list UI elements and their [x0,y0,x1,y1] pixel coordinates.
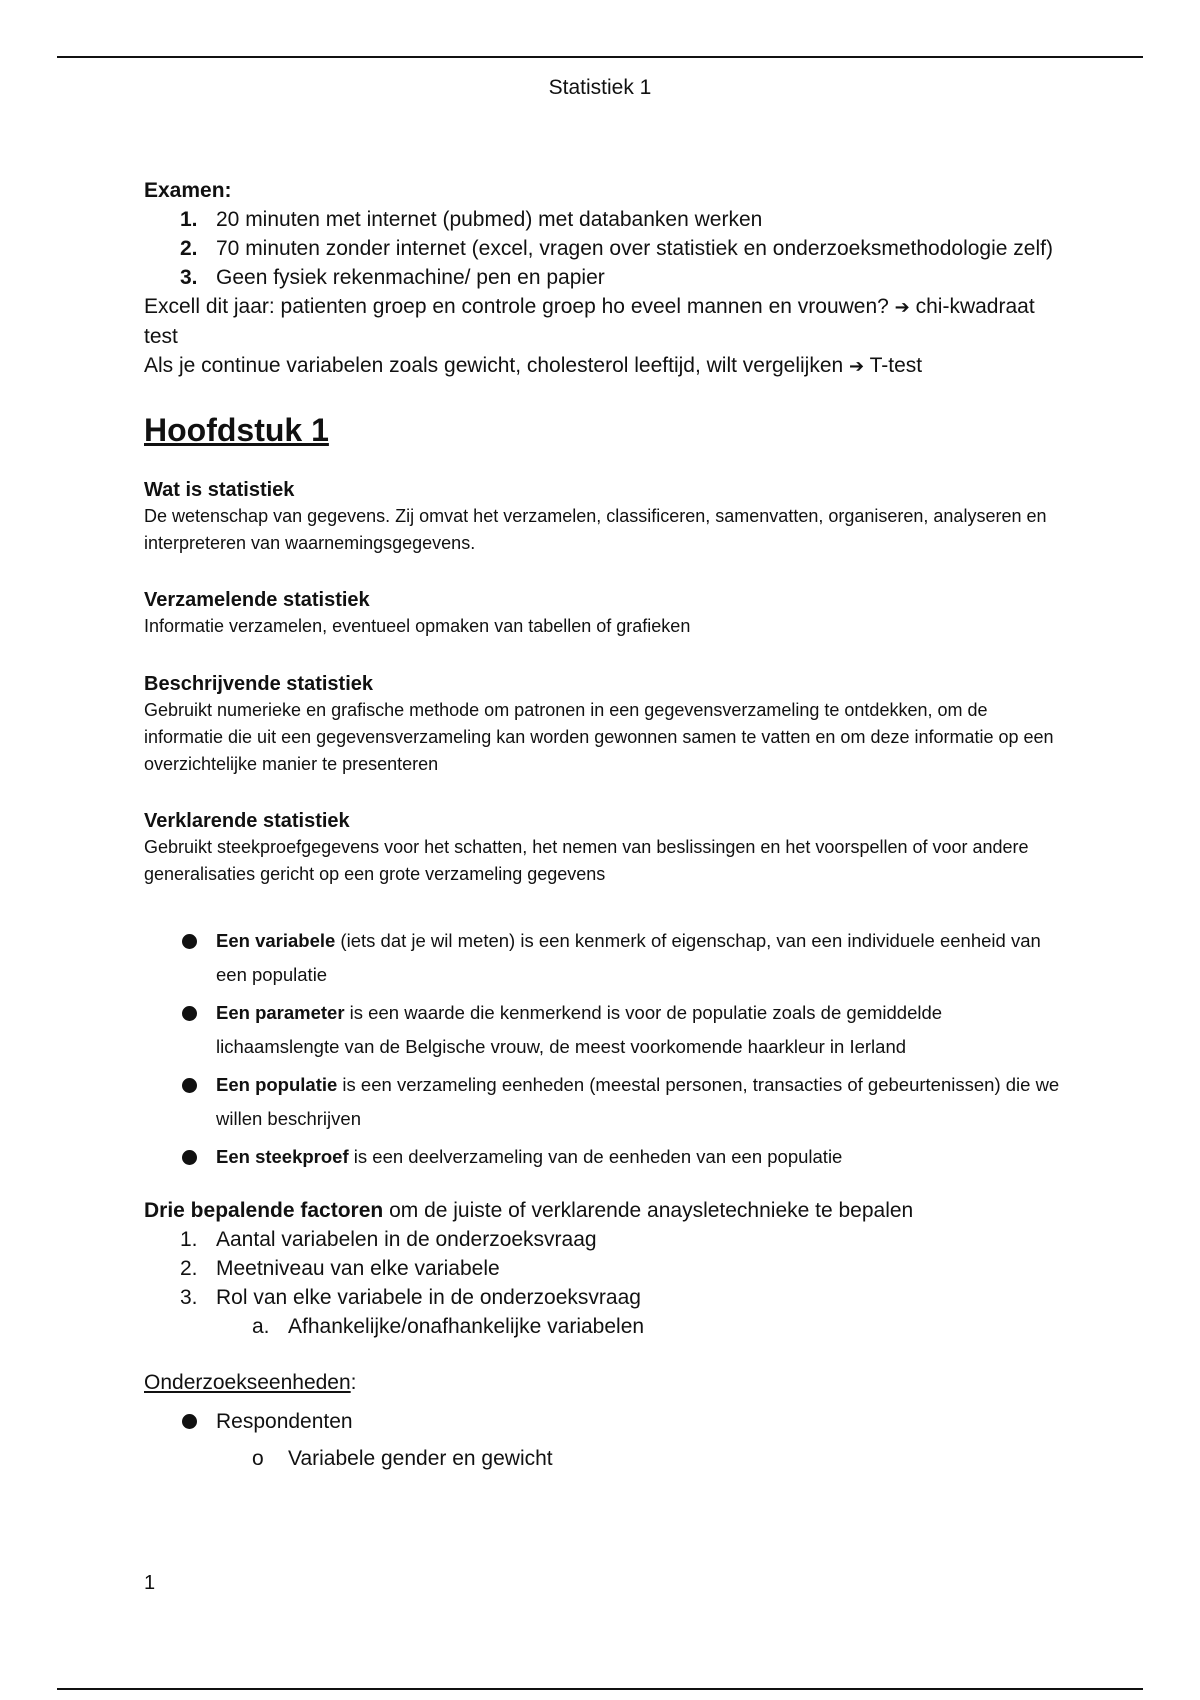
ttest-line [144,351,1064,381]
definition-text: is een deelverzameling van de eenheden van een populatie [348,1146,843,1167]
list-item [144,205,1064,234]
list-item [144,1068,1064,1136]
list-number: 3. [180,266,198,289]
section-title: Wat is statistiek [144,479,295,501]
list-text: Rol van elke variabele in de onderzoeksvraag [216,1286,641,1309]
bullet-icon [182,934,197,949]
list-number: 2. [180,1257,198,1280]
list-text: 20 minuten met internet (pubmed) met databanken werken [216,208,763,231]
exam-list [144,205,1064,292]
units-colon: : [350,1371,357,1394]
excel-result: chi-kwadraat test [144,295,1035,348]
list-item [144,1140,1064,1174]
list-number: 3. [180,1286,198,1309]
list-item [144,1407,1064,1436]
list-number: 2. [180,237,198,260]
list-text: Geen fysiek rekenmachine/ pen en papier [216,266,605,289]
page-header: Statistiek 1 [548,76,652,99]
footer-rule [57,1688,1143,1690]
header-rule [57,56,1143,58]
list-text: Respondenten [216,1410,353,1433]
section-text: Gebruikt steekproefgegevens voor het schatten, het nemen van beslissingen en het voorspellen of voor andere generalisaties gericht op een grote verzameling gegevens [144,837,1029,884]
definitions-list [144,924,1064,1174]
page-number: 1 [144,1572,156,1594]
bullet-icon [182,1078,197,1093]
chapter-title: Hoofdstuk 1 [144,412,329,448]
section-title: Beschrijvende statistiek [144,673,373,695]
list-item [144,1254,1064,1283]
ttest-result: T-test [869,354,923,377]
section-block [144,671,1064,778]
list-item [144,1444,1064,1473]
list-number: 1. [180,1228,198,1251]
definition-text: (iets dat je wil meten) is een kenmerk of eigenschap, van een individuele eenheid van een populatie [216,930,1041,985]
bullet-icon [182,1414,197,1429]
list-number: 1. [180,208,198,231]
list-item [144,1312,1064,1341]
excel-line [144,292,1064,351]
definition-term: Een variabele [216,930,336,951]
list-item [144,234,1064,263]
arrow-right-icon: ➔ [894,297,910,318]
document-body [144,176,1064,1473]
arrow-right-icon: ➔ [849,356,865,377]
list-number: a. [252,1315,270,1338]
list-item [144,1283,1064,1312]
list-item [144,263,1064,292]
factors-rest: om de juiste of verklarende anaysletechnieke te bepalen [383,1199,914,1222]
definition-term: Een steekproef [216,1146,349,1167]
section-text: Informatie verzamelen, eventueel opmaken van tabellen of grafieken [144,616,691,636]
list-text: Afhankelijke/onafhankelijke variabelen [288,1315,645,1338]
section-block [144,587,1064,640]
section-title: Verklarende statistiek [144,810,350,832]
section-text: De wetenschap van gegevens. Zij omvat het verzamelen, classificeren, samenvatten, organiseren, analyseren en interpreteren van waarnemingsgegevens. [144,506,1047,553]
definition-term: Een populatie [216,1074,338,1095]
factors-list [144,1225,1064,1341]
list-item [144,1225,1064,1254]
units-heading [144,1368,1064,1397]
definition-text: is een verzameling eenheden (meestal personen, transacties of gebeurtenissen) die we willen beschrijven [216,1074,1060,1129]
list-text: 70 minuten zonder internet (excel, vragen over statistiek en onderzoeksmethodologie zelf) [216,237,1053,260]
definition-text: is een waarde die kenmerkend is voor de populatie zoals de gemiddelde lichaamslengte van de Belgische vrouw, de meest voorkomende haarkleur in Ierland [216,1002,943,1057]
units-title: Onderzoekseenheden [144,1371,351,1394]
list-item [144,924,1064,992]
excel-text: Excell dit jaar: patienten groep en controle groep ho eveel mannen en vrouwen? [144,295,889,318]
list-text: Meetniveau van elke variabele [216,1257,500,1280]
definition-term: Een parameter [216,1002,345,1023]
bullet-icon [182,1006,197,1021]
sub-bullet-icon: o [252,1447,264,1470]
list-item [144,996,1064,1064]
bullet-icon [182,1150,197,1165]
list-text: Aantal variabelen in de onderzoeksvraag [216,1228,597,1251]
section-block [144,477,1064,557]
ttest-text: Als je continue variabelen zoals gewicht, cholesterol leeftijd, wilt vergelijken [144,354,844,377]
factors-bold: Drie bepalende factoren [144,1199,384,1222]
units-list [144,1407,1064,1473]
section-block [144,808,1064,888]
list-text: Variabele gender en gewicht [288,1447,553,1470]
section-title: Verzamelende statistiek [144,589,370,611]
exam-heading: Examen: [144,179,232,202]
factors-heading [144,1196,1064,1225]
section-text: Gebruikt numerieke en grafische methode om patronen in een gegevensverzameling te ontdekken, om de informatie die uit een gegevensverzameling kan worden gewonnen samen te vatten en om deze informatie op een overzichtelijke manier te presenteren [144,700,1054,774]
